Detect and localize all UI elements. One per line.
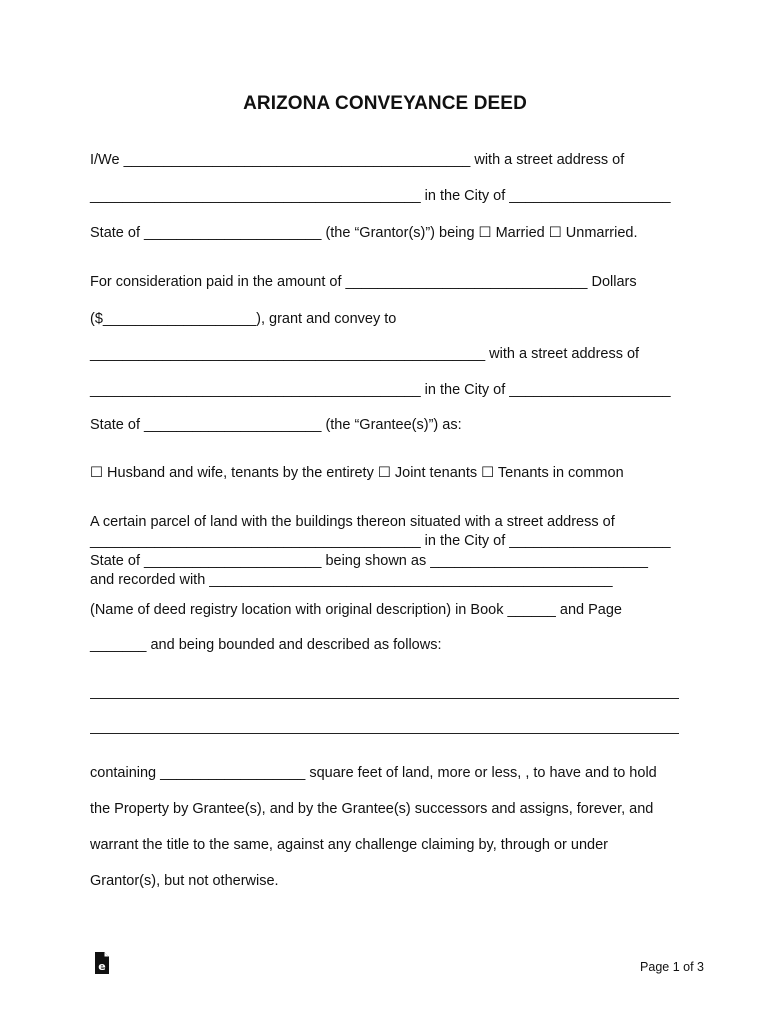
- grantee-address-line: _________________________________________ in the City of ____________________: [90, 382, 671, 398]
- page-title: ARIZONA CONVEYANCE DEED: [243, 93, 527, 114]
- consideration-line: For consideration paid in the amount of ______________________________ Dollars: [90, 274, 637, 290]
- containing-line: containing __________________ square feet of land, more or less, , to have and to hold: [90, 765, 657, 781]
- habendum-line-1: the Property by Grantee(s), and by the Grantee(s) successors and assigns, forever, and: [90, 801, 654, 817]
- parcel-address-line: _________________________________________ in the City of ____________________: [90, 533, 671, 549]
- habendum-line-2: warrant the title to the same, against any challenge claiming by, through or under: [90, 837, 608, 853]
- page-number: Page 1 of 3: [640, 960, 704, 974]
- grantee-name-line: _________________________________________________ with a street address of: [90, 346, 640, 362]
- eforms-logo-icon: [93, 951, 111, 975]
- parcel-description-line: A certain parcel of land with the buildings thereon situated with a street address of: [90, 514, 615, 530]
- consideration-amount-line: ($___________________), grant and convey to: [90, 311, 397, 327]
- grantor-state-line: State of ______________________ (the “Grantor(s)”) being ☐ Married ☐ Unmarried.: [90, 225, 638, 241]
- svg-text:e: e: [98, 960, 106, 973]
- bounded-described-line: _______ and being bounded and described as follows:: [90, 637, 442, 653]
- parcel-state-line: State of ______________________ being shown as ___________________________: [90, 553, 648, 569]
- grantor-address-line: _________________________________________ in the City of ____________________: [90, 188, 671, 204]
- grantee-state-line: State of ______________________ (the “Grantee(s)”) as:: [90, 417, 462, 433]
- description-blank-line-1: [90, 698, 679, 699]
- habendum-line-3: Grantor(s), but not otherwise.: [90, 873, 279, 889]
- grantor-name-line: I/We ___________________________________________ with a street address of: [90, 152, 625, 168]
- tenancy-options-line: ☐ Husband and wife, tenants by the entirety ☐ Joint tenants ☐ Tenants in common: [90, 465, 624, 481]
- recorded-with-line: and recorded with __________________________________________________: [90, 572, 613, 588]
- description-blank-line-2: [90, 733, 679, 734]
- registry-book-line: (Name of deed registry location with original description) in Book ______ and Page: [90, 602, 622, 618]
